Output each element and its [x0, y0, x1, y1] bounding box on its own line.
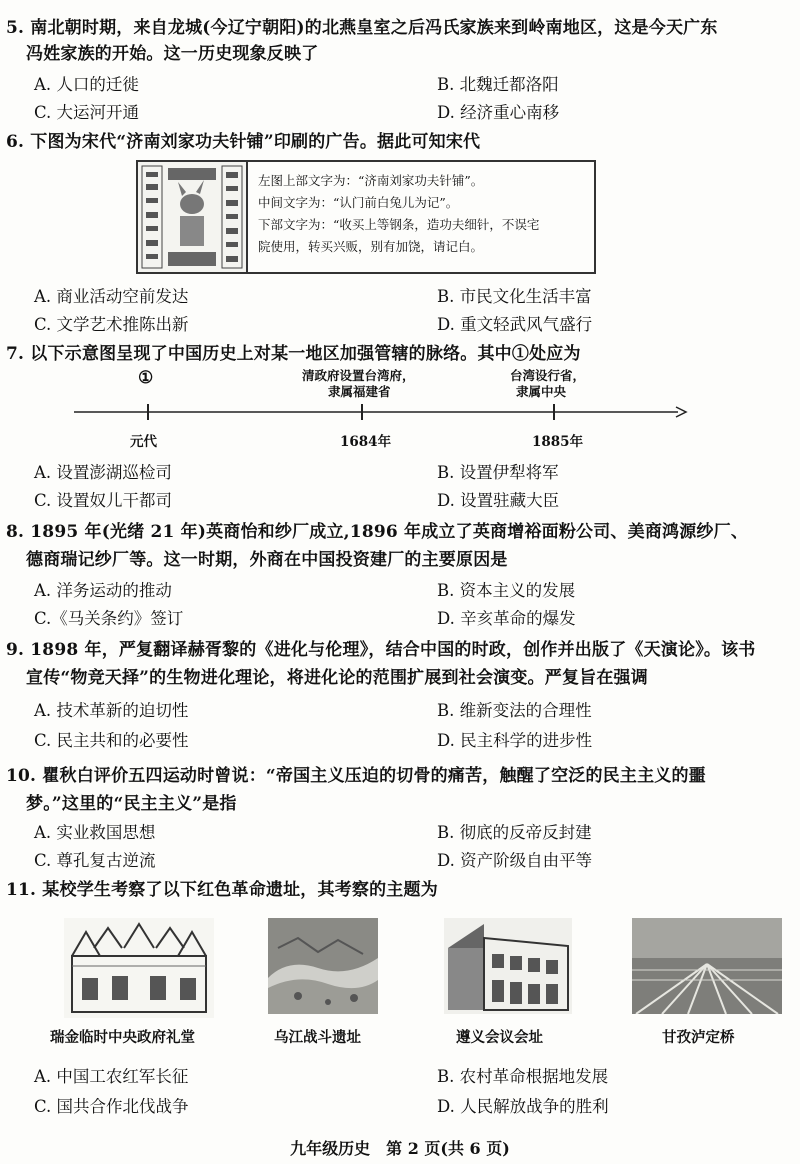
advertisement-woodblock-image: [136, 160, 248, 274]
q7-stem: 7. 以下示意图呈现了中国历史上对某一地区加强管辖的脉络。其中①处应为: [6, 344, 581, 364]
q9-stem-line2: 宣传“物竞天择”的生物进化理论，将进化论的范围扩展到社会演变。严复旨在强调: [26, 668, 648, 688]
timeline-label-yuan: 元代: [130, 434, 157, 450]
q7-option-b: B. 设置伊犁将军: [437, 463, 559, 482]
ruijin-hall-photo: [64, 918, 214, 1022]
wujiang-caption: 乌江战斗遗址: [274, 1029, 361, 1046]
timeline-event-1684-line2: 隶属福建省: [328, 384, 391, 399]
q8-stem-line1: 8. 1895 年(光绪 21 年)英商怡和纱厂成立,1896 年成立了英商增裕面粉公司、美商鸿源纱厂、: [6, 522, 749, 542]
timeline-event-1885-line2: 隶属中央: [516, 384, 567, 399]
q10-option-b: B. 彻底的反帝反封建: [437, 823, 592, 842]
q10-stem-line2: 梦。”这里的“民主主义”是指: [26, 794, 237, 814]
timeline-label-1885: 1885年: [532, 434, 584, 450]
timeline-event-1684: 清政府设置台湾府，: [302, 368, 415, 383]
q7-option-c: C. 设置奴儿干都司: [34, 491, 173, 510]
q5-option-b: B. 北魏迁都洛阳: [437, 75, 559, 94]
q11-option-d: D. 人民解放战争的胜利: [437, 1097, 609, 1116]
q11-option-a: A. 中国工农红军长征: [34, 1067, 189, 1086]
q6-option-a: A. 商业活动空前发达: [34, 287, 189, 306]
q5-stem-line2: 冯姓家族的开始。这一历史现象反映了: [26, 44, 319, 64]
q6-option-d: D. 重文轻武风气盛行: [437, 315, 593, 334]
luding-bridge-photo: [632, 918, 782, 1018]
q5-option-c: C. 大运河开通: [34, 103, 140, 122]
q7-option-a: A. 设置澎湖巡检司: [34, 463, 172, 482]
q11-option-c: C. 国共合作北伐战争: [34, 1097, 189, 1116]
q8-stem-line2: 德商瑞记纱厂等。这一时期，外商在中国投资建厂的主要原因是: [26, 550, 508, 570]
q5-option-d: D. 经济重心南移: [437, 103, 560, 122]
q6-option-b: B. 市民文化生活丰富: [437, 287, 592, 306]
ruijin-hall-caption: 瑞金临时中央政府礼堂: [50, 1029, 195, 1046]
q6-option-c: C. 文学艺术推陈出新: [34, 315, 189, 334]
ad-caption-line1: 左图上部文字为：“济南刘家功夫针铺”。: [258, 173, 484, 188]
q8-option-d: D. 辛亥革命的爆发: [437, 609, 576, 628]
ad-caption-line4: 院使用，转买兴贩，别有加饶，请记白。: [258, 239, 484, 254]
zunyi-caption: 遵义会议会址: [456, 1029, 543, 1046]
q10-stem-line1: 10. 瞿秋白评价五四运动时曾说：“帝国主义压迫的切骨的痛苦，触醒了空泛的民主主义的噩: [6, 766, 706, 786]
q9-option-c: C. 民主共和的必要性: [34, 731, 189, 750]
timeline-event-1885: 台湾设行省，: [510, 368, 586, 383]
timeline-label-1684: 1684年: [340, 434, 392, 450]
q7-option-d: D. 设置驻藏大臣: [437, 491, 560, 510]
ad-caption-line3: 下部文字为：“收买上等钢条，造功夫细针，不误宅: [258, 217, 540, 232]
needle-shop-advertisement: [136, 160, 596, 274]
q10-option-a: A. 实业救国思想: [34, 823, 156, 842]
q9-option-a: A. 技术革新的迫切性: [34, 701, 189, 720]
luding-bridge-caption: 甘孜泸定桥: [662, 1029, 735, 1046]
q10-option-d: D. 资产阶级自由平等: [437, 851, 593, 870]
ad-caption-line2: 中间文字为：“认门前白兔儿为记”。: [258, 195, 459, 210]
q8-option-a: A. 洋务运动的推动: [34, 581, 172, 600]
q11-option-b: B. 农村革命根据地发展: [437, 1067, 609, 1086]
wujiang-battle-site-photo: [268, 918, 378, 1018]
q6-stem: 6. 下图为宋代“济南刘家功夫针铺”印刷的广告。据此可知宋代: [6, 132, 481, 152]
q8-option-b: B. 资本主义的发展: [437, 581, 576, 600]
page-footer: 九年级历史 第 2 页(共 6 页): [290, 1139, 510, 1158]
zunyi-conference-site-photo: [444, 918, 572, 1018]
q10-option-c: C. 尊孔复古逆流: [34, 851, 156, 870]
advertisement-caption: [248, 160, 596, 274]
q9-option-d: D. 民主科学的进步性: [437, 731, 593, 750]
q11-stem: 11. 某校学生考察了以下红色革命遗址，其考察的主题为: [6, 880, 438, 900]
q5-option-a: A. 人口的迁徙: [34, 75, 139, 94]
taiwan-administration-timeline: [70, 368, 690, 458]
q8-option-c: C.《马关条约》签订: [34, 609, 184, 628]
q9-option-b: B. 维新变法的合理性: [437, 701, 592, 720]
timeline-marker-1: ①: [138, 368, 154, 388]
q9-stem-line1: 9. 1898 年，严复翻译赫胥黎的《进化与伦理》，结合中国的时政，创作并出版了《天演论》。该书: [6, 640, 756, 660]
q5-stem-line1: 5. 南北朝时期，来自龙城(今辽宁朝阳)的北燕皇室之后冯氏家族来到岭南地区，这是今天广东: [6, 18, 718, 38]
